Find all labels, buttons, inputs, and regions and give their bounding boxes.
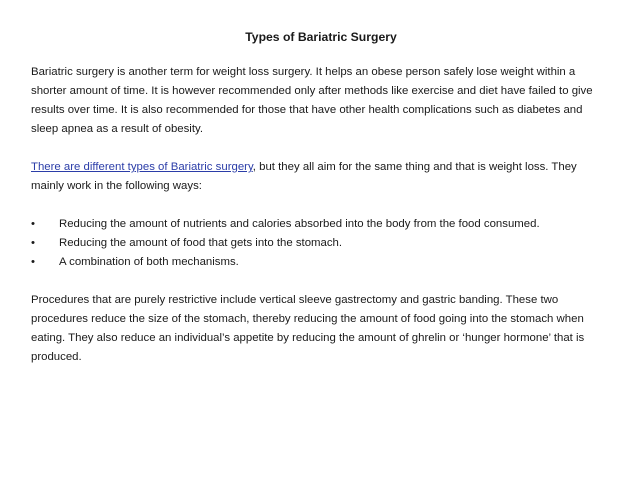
list-item — [31, 253, 611, 272]
procedures-paragraph: Procedures that are purely restrictive include vertical sleeve gastrectomy and gastric banding. These two procedures reduce the size of the stomach, thereby reducing the amount of food going into the stomach when eating. They also reduce an individual’s appetite by reducing the amount of ghrelin or ‘hunger hormone’ that is produced. — [31, 294, 585, 363]
document-page — [31, 28, 611, 386]
bariatric-surgery-types-link[interactable]: There are different types of Bariatric surgery — [31, 161, 253, 173]
bullet-icon: • — [31, 237, 35, 249]
list-item — [31, 234, 611, 253]
types-paragraph-rest: , but they all aim for the same thing and that is weight loss. They mainly work in the following ways: — [31, 161, 577, 192]
mechanisms-list — [31, 215, 611, 272]
intro-paragraph: Bariatric surgery is another term for weight loss surgery. It helps an obese person safely lose weight within a shorter amount of time. It is however recommended only after methods like exercise and diet have failed to give results over time. It is also recommended for those that have other health complications such as diabetes and sleep apnea as a result of obesity. — [31, 66, 593, 135]
types-paragraph — [31, 158, 611, 196]
bullet-icon: • — [31, 218, 35, 230]
bullet-icon: • — [31, 256, 35, 268]
list-item-text: Reducing the amount of nutrients and calories absorbed into the body from the food consumed. — [59, 218, 540, 230]
document-title: Types of Bariatric Surgery — [245, 30, 397, 44]
list-item-text: Reducing the amount of food that gets into the stomach. — [59, 237, 343, 249]
list-item-text: A combination of both mechanisms. — [59, 256, 239, 268]
list-item — [31, 215, 611, 234]
